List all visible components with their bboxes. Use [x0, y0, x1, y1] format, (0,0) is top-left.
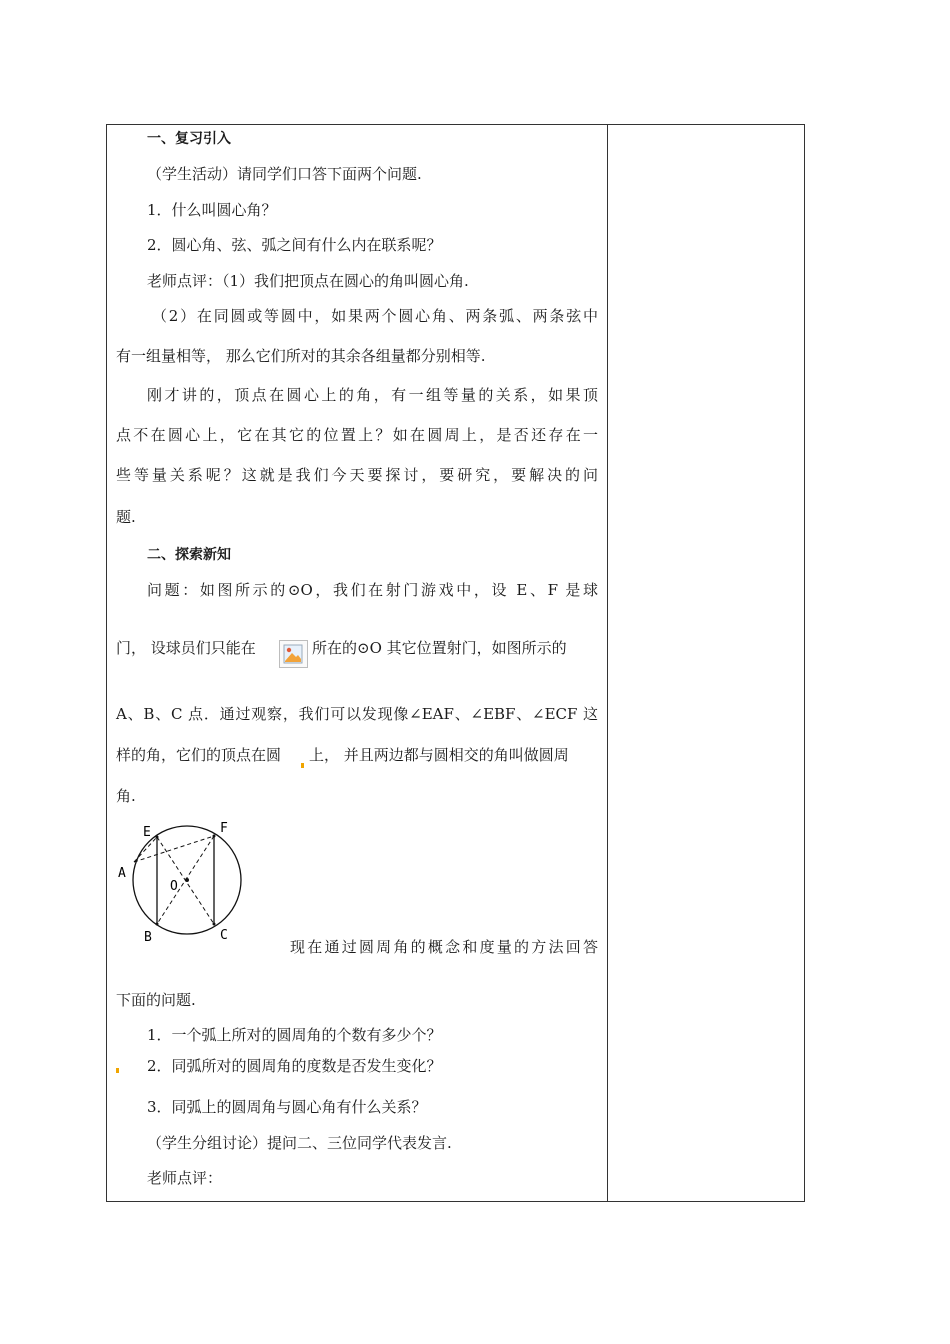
problem-line-2b: 所在的⊙O 其它位置射门，如图所示的 [312, 639, 567, 657]
notes-column [608, 125, 804, 1201]
teacher-comment-2: （2）在同圆或等圆中，如果两个圆心角、两条弧、两条弦中 [152, 307, 598, 325]
problem-line-1: 问题：如图所示的⊙O，我们在射门游戏中，设 E、F 是球 [147, 581, 598, 599]
marker-dot [116, 1068, 119, 1073]
group-discussion-text: （学生分组讨论）提问二、三位同学代表发言. [147, 1134, 452, 1152]
student-activity-text: （学生活动）请同学们口答下面两个问题. [147, 165, 422, 183]
section-heading-review: 一、复习引入 [147, 131, 231, 147]
point-label-o: O [170, 879, 178, 894]
question-arc-count: 1．一个弧上所对的圆周角的个数有多少个？ [147, 1026, 442, 1044]
question-arc-relation: 3．同弧上的圆周角与圆心角有什么关系？ [147, 1098, 427, 1116]
point-label-e: E [143, 825, 151, 840]
section-heading-explore: 二、探索新知 [147, 547, 231, 563]
point-label-a: A [118, 866, 126, 881]
problem-line-4a: 样的角，它们的顶点在圆 [116, 746, 282, 764]
teacher-comment-final: 老师点评： [147, 1169, 223, 1187]
paragraph-line-4: 题. [116, 508, 136, 526]
after-figure-line-1: 现在通过圆周角的概念和度量的方法回答 [290, 938, 598, 956]
problem-line-3: A、B、C 点．通过观察，我们可以发现像∠EAF、∠EBF、∠ECF 这 [116, 705, 598, 723]
image-icon [283, 644, 303, 664]
question-2: 2．圆心角、弦、弧之间有什么内在联系呢？ [147, 236, 442, 254]
circle-figure [110, 816, 250, 948]
point-label-c: C [220, 928, 228, 943]
after-figure-line-2: 下面的问题. [116, 991, 196, 1009]
paragraph-line-3: 些等量关系呢？这就是我们今天要探讨，要研究，要解决的问 [116, 466, 598, 484]
broken-image-icon [279, 640, 308, 668]
teacher-comment-1: 老师点评：（1）我们把顶点在圆心的角叫圆心角. [147, 272, 469, 290]
point-label-f: F [220, 821, 228, 836]
teacher-comment-2-cont: 有一组量相等， 那么它们所对的其余各组量都分别相等. [116, 347, 486, 365]
problem-line-2a: 门， 设球员们只能在 [116, 639, 256, 657]
paragraph-line-2: 点不在圆心上，它在其它的位置上？如在圆周上，是否还存在一 [116, 426, 598, 444]
problem-line-4b: 上， 并且两边都与圆相交的角叫做圆周 [309, 746, 569, 764]
marker-dot [301, 763, 304, 768]
question-1: 1．什么叫圆心角？ [147, 201, 277, 219]
question-arc-degree: 2．同弧所对的圆周角的度数是否发生变化？ [147, 1057, 442, 1075]
point-label-b: B [144, 930, 152, 945]
paragraph-line-1: 刚才讲的，顶点在圆心上的角，有一组等量的关系，如果顶 [147, 386, 598, 404]
problem-line-5: 角. [116, 787, 136, 805]
